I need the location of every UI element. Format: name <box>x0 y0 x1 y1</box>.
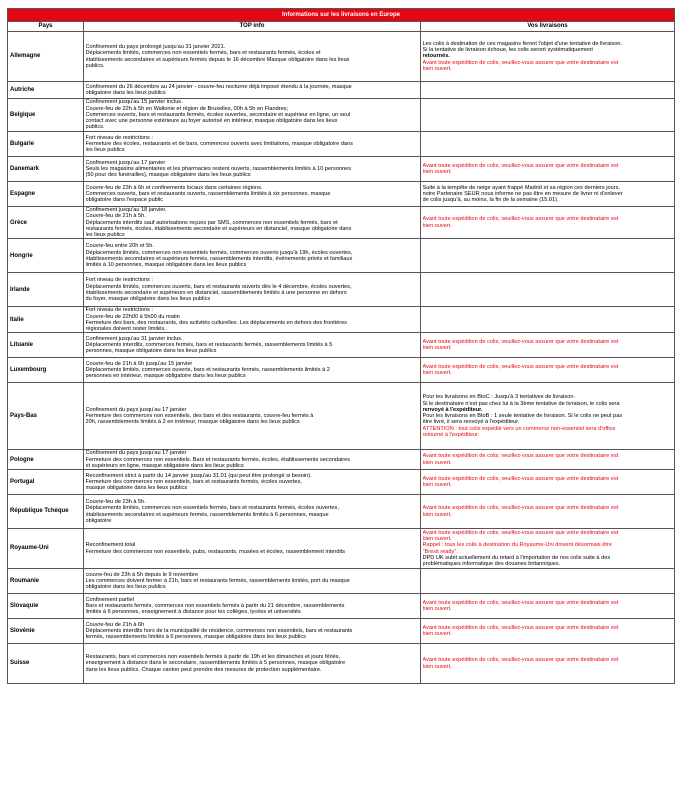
header-top-info: TOP info <box>84 22 421 32</box>
country-cell: Slovénie <box>8 619 84 644</box>
delivery-info-cell <box>421 619 675 644</box>
top-info-line: Fermeture des écoles, restaurants et de bars, commerces ouverts avec limitations, masque obligatoire dans <box>85 140 353 147</box>
country-cell: Allemagne <box>8 32 84 82</box>
top-info-line: masque obligatoire dans les lieux publics <box>85 485 188 492</box>
top-info-line: obligatoire dans les lieux publics <box>85 584 166 591</box>
delivery-warning-line: "Brexit ready". <box>422 548 458 555</box>
top-info-cell <box>84 99 421 132</box>
top-info-line: Déplacements limités, commerces non essentiels fermés, bars et restaurants fermés, écoles ouvertes, <box>85 505 339 512</box>
top-info-line: publics. <box>85 62 105 69</box>
delivery-info-cell <box>421 157 675 182</box>
top-info-cell <box>84 383 421 450</box>
top-info-cell <box>84 569 421 594</box>
delivery-warning-line: bien ouvert. <box>422 482 452 488</box>
top-info-cell <box>84 157 421 182</box>
top-info-line: Confinement jusqu'au 31 janvier inclus. <box>85 335 183 342</box>
top-info-cell <box>84 358 421 383</box>
top-info-line: (50 pour des funérailles), masque obligatoire dans les lieux publics <box>85 172 251 179</box>
country-cell: Pologne <box>8 450 84 470</box>
top-info-cell <box>84 619 421 644</box>
country-cell: Slovaquie <box>8 594 84 619</box>
top-info-line: Fermeture des commerces non essentiels. Bars et restaurants fermés, écoles, établissements secondaires <box>85 456 351 463</box>
country-cell: Suisse <box>8 644 84 684</box>
top-info-line: obligatoire <box>85 517 112 524</box>
delivery-info-cell <box>421 82 675 99</box>
delivery-info-cell <box>421 32 675 82</box>
top-info-line: Confinement du 26 décembre au 24 janvier - couvre-feu nocturne déjà imposé étendu à la journée, masque <box>85 83 352 90</box>
delivery-info-line: renvoyé à l'expéditeur. <box>422 406 483 413</box>
country-cell: Danemark <box>8 157 84 182</box>
table-row <box>8 82 675 99</box>
top-info-line: personnes en intérieur, masque obligatoire dans les lieux publics <box>85 373 246 380</box>
table-body <box>8 32 675 684</box>
table-row <box>8 273 675 307</box>
delivery-warning-line: Avant toute expédition de colis, veuillez-vous assurer que votre destinataire est <box>422 216 619 223</box>
header-vos-livraisons: Vos livraisons <box>421 22 675 32</box>
delivery-warning-line: bien ouvert. <box>422 169 452 175</box>
top-info-line: Déplacements limités, commerces ouverts, bars et restaurants ouverts dès le 4 décembre, écoles ouvertes, <box>85 283 352 290</box>
top-info-line: établissements secondaire et supérieurs en distanciel, rassemblements limités à une personne en dehors <box>85 289 347 296</box>
top-info-line: établissements secondaires et supérieurs fermés, rassemblements limités à 6 personnes, masque <box>85 511 329 518</box>
country-cell: Lituanie <box>8 333 84 358</box>
country-cell: Autriche <box>8 82 84 99</box>
delivery-warning-line: Avant toute expédition de colis, veuillez-vous assurer que votre destinataire est <box>422 599 619 606</box>
delivery-info-cell <box>421 569 675 594</box>
delivery-warning-line: Avant toute expédition de colis, veuillez-vous assurer que votre destinataire est <box>422 364 619 370</box>
delivery-warning-line: bien ouvert. <box>422 459 452 466</box>
top-info-line: 20h, rassemblements limités à 2 en intérieur, masque obligatoire dans les lieux publics <box>85 419 300 426</box>
top-info-cell <box>84 450 421 470</box>
delivery-info-cell <box>421 273 675 307</box>
country-cell: Bulgarie <box>8 132 84 157</box>
top-info-cell <box>84 307 421 333</box>
top-info-line: Fermeture des bars, des restaurants, des activités culturelles. Les déplacements en dehors des frontières <box>85 319 347 326</box>
delivery-warning-line: Avant toute expédition de colis, veuillez-vous assurer que votre destinataire est <box>422 162 619 169</box>
delivery-info-line: Suite à la tempête de neige ayant frappé Madrid et sa région ces derniers jours, <box>422 184 620 191</box>
delivery-info-cell <box>421 450 675 470</box>
top-info-line: Confinement du pays jusqu'au 17 janvier <box>85 450 187 457</box>
delivery-info-cell <box>421 99 675 132</box>
delivery-info-cell <box>421 182 675 207</box>
delivery-warning-line: retourné à l'expéditeur. <box>422 431 480 438</box>
top-info-line: fermés, rassemblements limités à 6 personnes, masque obligatoire dans les lieux publics <box>85 634 306 641</box>
delivery-info-cell <box>421 529 675 569</box>
delivery-info-cell <box>421 132 675 157</box>
delivery-info-cell <box>421 644 675 684</box>
top-info-cell <box>84 644 421 684</box>
country-cell: Grèce <box>8 207 84 239</box>
country-cell: Italie <box>8 307 84 333</box>
top-info-line: Bars et restaurants fermés, commerces non essentiels fermés à partir du 21 décembre, rassemblements <box>85 602 345 609</box>
top-info-line: les lieux publics <box>85 147 125 154</box>
top-info-line: Confinement du pays jusqu'au 17 janvier <box>85 406 187 413</box>
top-info-line: du foyer, masque obligatoire dans les lieux publics <box>85 296 211 302</box>
country-cell: Irlande <box>8 273 84 307</box>
top-info-line: Couvre-feu de 23h à 6h et confinements locaux dans certaines régions. <box>85 184 263 191</box>
delivery-warning-line: bien ouvert. <box>422 370 452 377</box>
top-info-line: Déplacements limités, commerces ouverts, bars et restaurants fermés, rassemblements limités à 2 <box>85 367 330 374</box>
top-info-line: Couvre-feu de 22h00 à 5h00 du matin <box>85 313 180 320</box>
delivery-info-cell <box>421 307 675 333</box>
delivery-info-line: de colis jusqu'à, au moins, la fin de la semaine (15.01). <box>422 197 559 204</box>
top-info-cell <box>84 333 421 358</box>
delivery-warning-line: Rappel : tous les colis à destination du Royaume-Uni doivent désormais être <box>422 542 612 549</box>
table-row <box>8 529 675 569</box>
top-info-cell <box>84 273 421 307</box>
delivery-warning-line: bien ouvert. <box>422 536 452 542</box>
top-info-line: Déplacements limités, commerces non essentiels fermés, commerces ouverts jusqu'à 19h, écoles ouvertes, <box>85 249 353 256</box>
top-info-cell <box>84 207 421 239</box>
delivery-warning-line: bien ouvert. <box>422 511 452 518</box>
top-info-line: Confinement jusqu'au 18 janvier. <box>85 207 167 213</box>
top-info-cell <box>84 82 421 99</box>
top-info-line: Reconfinement total <box>85 542 136 549</box>
top-info-line: Reconfinement strict à partir du 14 janvier jusqu'au 31.01 (qui peut être prolongé si besoin). <box>85 472 312 479</box>
top-info-cell <box>84 132 421 157</box>
top-info-line: contact avec une personne extérieure au foyer autorisé en intérieur, masque obligatoire dans les lieux <box>85 118 338 125</box>
top-info-line: Fort niveau de restrictions : <box>85 134 153 141</box>
table-row <box>8 333 675 358</box>
delivery-warning-line: Avant toute expédition de colis, veuillez-vous assurer que votre destinataire est <box>422 59 619 66</box>
top-info-line: Couvre-feu de 21h à 6h <box>85 621 145 628</box>
top-info-line: Fermeture des commerces non essentiels, pubs, restaurants, musées et écoles, rassemblement interdits <box>85 548 346 555</box>
table-row <box>8 307 675 333</box>
delivery-warning-line: Avant toute expédition de colis, veuillez-vous assurer que votre destinataire est <box>422 529 619 536</box>
header-pays: Pays <box>8 22 84 32</box>
top-info-line: Les commerces doivent fermer à 21h, bars et restaurants fermés, rassemblements limités, port du masque <box>85 577 350 584</box>
top-info-line: Confinement jusqu'au 17 janvier <box>85 159 166 166</box>
delivery-warning-line: Avant toute expédition de colis, veuillez-vous assurer que votre destinataire est <box>422 453 619 460</box>
top-info-cell <box>84 594 421 619</box>
country-cell: Hongrie <box>8 239 84 273</box>
top-info-line: personnes, masque obligatoire dans les lieux publics <box>85 348 217 355</box>
table-row <box>8 495 675 529</box>
delivery-info-line: Pour les livraisons en BtoC : Jusqu'à 3 tentatives de livraison. <box>422 394 575 401</box>
table-row <box>8 383 675 450</box>
table-row <box>8 182 675 207</box>
delivery-info-line: notre Partenaire SEUR nous informe ne pas être en mesure de livrer ni d'enlever <box>422 190 623 197</box>
delivery-info-line: Les colis à destination de ces magasins feront l'objet d'une tentative de livraison. <box>422 40 623 47</box>
top-info-line: et supérieurs en ligne, masque obligatoire dans les lieux publics <box>85 462 244 469</box>
top-info-line: établissements secondaires et supérieurs fermés, rassemblements interdits, événements privés et familiaux <box>85 255 353 262</box>
top-info-line: Fermeture des commerces non essentiels, des bars et des restaurants, couvre-feu fermés à <box>85 413 314 420</box>
top-info-line: limités à 6 personnes, enseignement à distance pour les collèges, lycées et universités <box>85 609 301 616</box>
top-info-line: établissements secondaires et supérieurs fermés depuis le 16 décembre Masque obligatoire dans les lieux <box>85 56 350 63</box>
top-info-line: Couvre-feu de 21h à 5h. <box>85 213 146 220</box>
table-row <box>8 470 675 495</box>
delivery-info-line: Si le destinataire n'est pas chez lui à la 3ème tentative de livraison, le colis sera <box>422 400 620 407</box>
top-info-line: Couvre-feu de 22h à 5h en Wallonie et région de Bruxelles, 00h à 5h en Flandres; <box>85 105 289 112</box>
top-info-line: Déplacements interdits hors de la municipalité de résidence, commerces non essentiels, bars et restaurants <box>85 627 353 634</box>
table-row <box>8 569 675 594</box>
country-cell: Espagne <box>8 182 84 207</box>
delivery-info-line: problématiques informatique des douanes britanniques. <box>422 561 561 567</box>
delivery-warning-line: Avant toute expédition de colis, veuillez-vous assurer que votre destinataire est <box>422 657 619 664</box>
country-cell: Belgique <box>8 99 84 132</box>
table-row <box>8 594 675 619</box>
delivery-info-line: Si la tentative de livraison échoue, les colis seront systématiquement <box>422 47 593 54</box>
top-info-line: obligatoire dans les lieux publics <box>85 90 166 96</box>
top-info-line: Couvre-feu entre 20h et 5h. <box>85 243 154 250</box>
top-info-line: limités à 10 personnes, masque obligatoire dans les lieux publics <box>85 262 247 268</box>
delivery-info-cell <box>421 495 675 529</box>
delivery-warning-line: bien ouvert. <box>422 631 452 637</box>
table-row <box>8 32 675 82</box>
country-cell: Pays-Bas <box>8 383 84 450</box>
top-info-line: Fort niveau de restrictions : <box>85 277 153 284</box>
country-cell: République Tchèque <box>8 495 84 529</box>
top-info-line: Commerces ouverts, bars et restaurants ouverts, rassemblements limités à six personnes, masque <box>85 190 331 197</box>
delivery-info-line: DPD UK subit actuellement du retard à l'importation de nos colis suite à des <box>422 554 611 561</box>
delivery-info-line: être livré, il sera renvoyé à l'expéditeur. <box>422 419 520 426</box>
delivery-info-line: retournés. <box>422 53 450 60</box>
country-cell: Royaume-Uni <box>8 529 84 569</box>
top-info-line: Déplacements interdits, commerces fermés, bars et restaurants fermés, rassemblements limités à 5 <box>85 342 333 349</box>
table-title: Informations sur les livraisons en Europe <box>8 9 675 22</box>
top-info-line: dans les lieux publics. Chaque canton peut prendre des mesures de protection supplémentaire. <box>85 666 322 673</box>
top-info-cell <box>84 495 421 529</box>
country-cell: Luxembourg <box>8 358 84 383</box>
delivery-warning-line: bien ouvert. <box>422 606 452 612</box>
top-info-cell <box>84 529 421 569</box>
top-info-line: publics. <box>85 124 105 131</box>
delivery-warning-line: bien ouvert. <box>422 345 452 352</box>
top-info-line: Confinement partiel <box>85 596 135 603</box>
delivery-warning-line: Avant toute expédition de colis, veuillez-vous assurer que votre destinataire est <box>422 624 619 631</box>
delivery-info-table <box>7 8 675 684</box>
top-info-line: Confinement du pays prolongé jusqu'au 31 janvier 2021. <box>85 44 226 50</box>
country-cell: Portugal <box>8 470 84 495</box>
delivery-warning-line: Avant toute expédition de colis, veuillez-vous assurer que votre destinataire est <box>422 339 619 345</box>
delivery-info-cell <box>421 239 675 273</box>
delivery-info-cell <box>421 333 675 358</box>
top-info-line: Fort niveau de restrictions : <box>85 307 153 314</box>
top-info-line: Seuls les magasins alimentaires et les pharmacies restent ouverts, rassemblements limités à 10 personnes <box>85 165 352 172</box>
top-info-line: Fermeture des commerces non essentiels, bars et restaurants fermés, écoles ouvertes, <box>85 478 302 485</box>
table-row <box>8 619 675 644</box>
top-info-line: Restaurants, bars et commerces non essentiels fermés à partir de 19h et les dimanches et jours fériés, <box>85 654 341 661</box>
top-info-line: Confinement jusqu'au 15 janvier inclus. <box>85 99 183 106</box>
delivery-warning-line: ATTENTION : tout colis expédié vers un commerce non-essentiel sera d'office <box>422 425 616 432</box>
delivery-warning-line: Avant toute expédition de colis, veuillez-vous assurer que votre destinataire est <box>422 505 619 512</box>
delivery-info-line: Pour les livraisons en BtoB : 1 seule tentative de livraison. Si le colis ne peut pas <box>422 413 623 420</box>
delivery-warning-line: Avant toute expédition de colis, veuillez-vous assurer que votre destinataire est <box>422 475 619 482</box>
top-info-line: les lieux publics <box>85 232 125 238</box>
top-info-line: Couvre-feu de 21h à 6h jusqu'au 15 janvier <box>85 360 193 367</box>
top-info-cell <box>84 32 421 82</box>
table-row <box>8 358 675 383</box>
delivery-info-cell <box>421 207 675 239</box>
delivery-info-cell <box>421 383 675 450</box>
table-row <box>8 132 675 157</box>
top-info-cell <box>84 470 421 495</box>
top-info-line: restaurants fermés, écoles, établissements secondaire et supérieurs en distanciel, masque obligatoire dans <box>85 225 352 232</box>
top-info-line: enseignement à distance dans le secondaire, rassemblements limités à 5 personnes, masque obligatoire <box>85 660 346 667</box>
table-row <box>8 207 675 239</box>
delivery-info-cell <box>421 358 675 383</box>
table-row <box>8 450 675 470</box>
delivery-warning-line: bien ouvert. <box>422 65 452 72</box>
table-row <box>8 239 675 273</box>
delivery-warning-line: bien ouvert. <box>422 222 452 229</box>
top-info-line: régionales doivent rester limités. <box>85 326 166 332</box>
top-info-line: Commerces ouverts, bars et restaurants fermés, écoles ouvertes, secondaire et supérieur en ligne, un seul <box>85 111 351 118</box>
delivery-info-cell <box>421 470 675 495</box>
table-row <box>8 157 675 182</box>
country-cell: Roumanie <box>8 569 84 594</box>
top-info-line: couvre-feu de 23h à 5h depuis le 9 novembre <box>85 571 199 578</box>
table-row <box>8 99 675 132</box>
top-info-line: Couvre-feu de 23h à 5h. <box>85 499 146 505</box>
top-info-cell <box>84 239 421 273</box>
table-row <box>8 644 675 684</box>
top-info-line: Déplacements interdits sauf autorisations reçues par SMS, commerces non essentiels fermés, bars et <box>85 219 338 226</box>
delivery-info-cell <box>421 594 675 619</box>
delivery-warning-line: bien ouvert. <box>422 663 452 670</box>
top-info-line: Déplacements limités, commerces non essentiels fermés, bars et restaurants fermés, écoles et <box>85 50 321 57</box>
top-info-line: obligatoire dans l'espace public <box>85 197 164 204</box>
top-info-cell <box>84 182 421 207</box>
